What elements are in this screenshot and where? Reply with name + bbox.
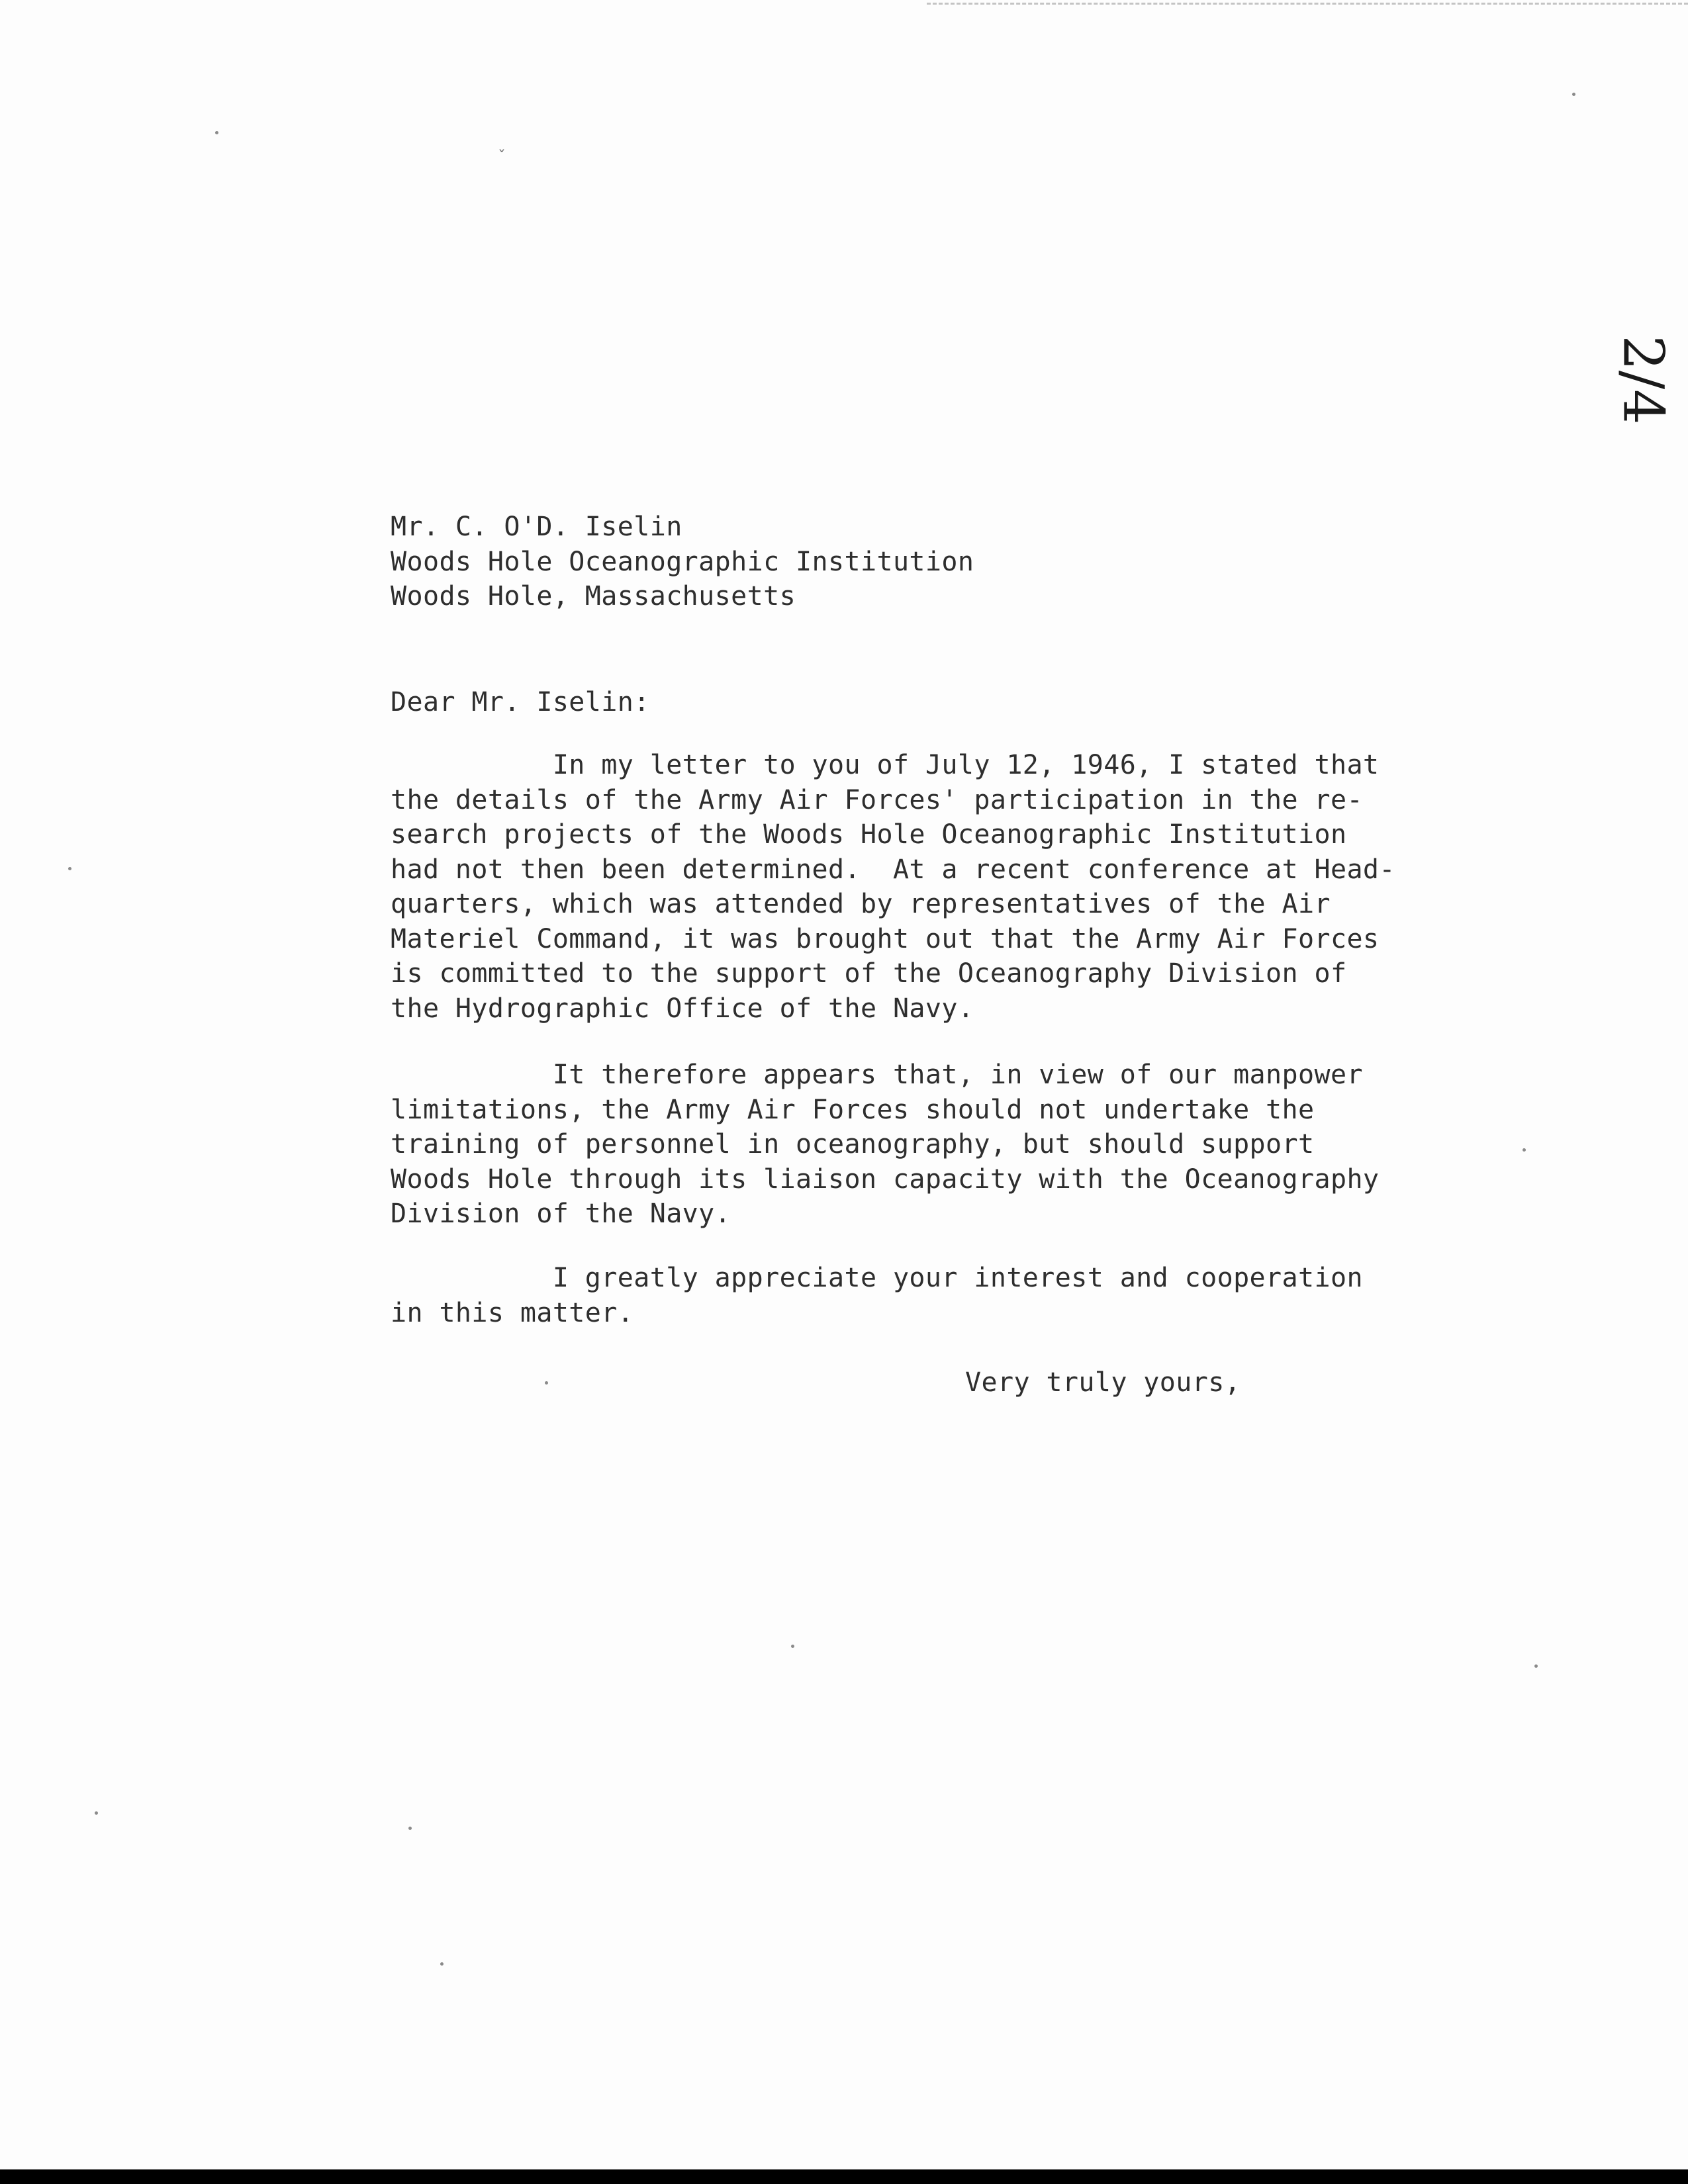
tick-mark: ˇ [498, 148, 506, 166]
paragraph-line: In my letter to you of July 12, 1946, I stated that [391, 750, 1380, 780]
paragraph-line: I greatly appreciate your interest and cooperation [391, 1263, 1363, 1293]
paragraph-2 [391, 1058, 1379, 1232]
paragraph-line: Materiel Command, it was brought out that the Army Air Forces [391, 923, 1380, 954]
scan-speck [791, 1645, 794, 1648]
scan-speck [68, 867, 71, 870]
address-line-location: Woods Hole, Massachusetts [391, 581, 796, 612]
paragraph-3 [391, 1261, 1363, 1330]
scan-speck [545, 1381, 548, 1385]
scan-speck [1523, 1148, 1526, 1152]
complimentary-closing: Very truly yours, [965, 1367, 1241, 1398]
address-line-name: Mr. C. O'D. Iselin [391, 512, 682, 542]
scan-speck [1534, 1664, 1538, 1668]
paragraph-line: limitations, the Army Air Forces should not undertake the [391, 1094, 1315, 1125]
handwritten-page-mark: 2/4 [1611, 335, 1676, 425]
scan-edge-artifact [927, 3, 1688, 7]
paragraph-line: is committed to the support of the Oceanography Division of [391, 958, 1347, 989]
address-line-institution: Woods Hole Oceanographic Institution [391, 546, 974, 577]
scan-speck [215, 131, 218, 134]
scan-speck [408, 1827, 412, 1830]
scan-speck [1572, 93, 1575, 96]
paragraph-line: had not then been determined. At a recent conference at Head- [391, 854, 1395, 885]
scan-speck [440, 1962, 444, 1966]
paragraph-line: search projects of the Woods Hole Oceanographic Institution [391, 819, 1347, 850]
paragraph-line: in this matter. [391, 1297, 634, 1328]
paragraph-line: training of personnel in oceanography, but should support [391, 1129, 1315, 1160]
salutation: Dear Mr. Iselin: [391, 687, 650, 717]
paragraph-line: It therefore appears that, in view of our manpower [391, 1060, 1363, 1090]
paragraph-line: the details of the Army Air Forces' participation in the re- [391, 784, 1363, 815]
paragraph-line: the Hydrographic Office of the Navy. [391, 993, 974, 1024]
paragraph-1 [391, 748, 1395, 1026]
paragraph-line: Division of the Navy. [391, 1199, 731, 1229]
scan-bottom-edge [0, 2169, 1688, 2184]
paragraph-line: quarters, which was attended by representatives of the Air [391, 889, 1331, 919]
recipient-address [391, 510, 974, 614]
scan-speck [95, 1811, 98, 1815]
paragraph-line: Woods Hole through its liaison capacity with the Oceanography [391, 1163, 1380, 1195]
